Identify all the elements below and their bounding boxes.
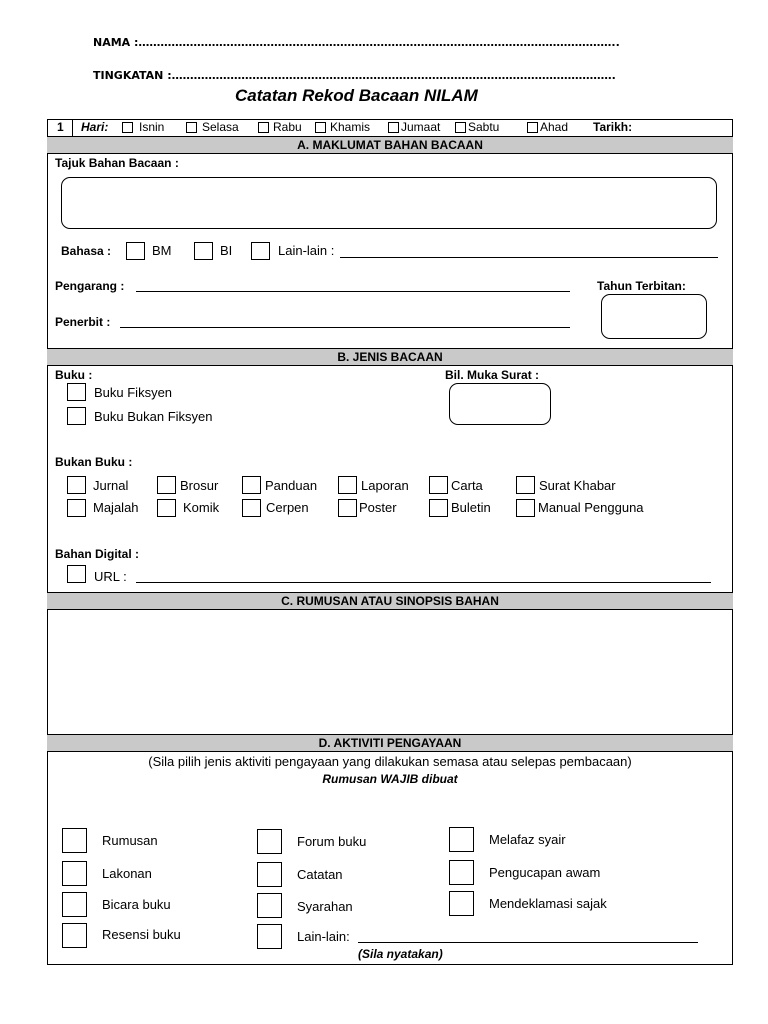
jurnal-label: Jurnal: [93, 478, 129, 493]
bahasa-lain-input[interactable]: [340, 257, 718, 258]
poster-label: Poster: [359, 500, 397, 515]
checkbox-forum-buku[interactable]: [257, 829, 282, 854]
checkbox-laporan[interactable]: [338, 476, 357, 494]
checkbox-buku-fiksyen[interactable]: [67, 383, 86, 401]
buku-bukan-fiksyen-label: Buku Bukan Fiksyen: [94, 409, 213, 424]
panduan-label: Panduan: [265, 478, 318, 493]
laporan-label: Laporan: [361, 478, 409, 493]
bahasa-lain-label: Lain-lain :: [278, 243, 335, 258]
buletin-label: Buletin: [451, 500, 491, 515]
tarikh-label: Tarikh:: [593, 120, 633, 134]
day-label-jumaat: Jumaat: [401, 120, 441, 134]
checkbox-syarahan[interactable]: [257, 893, 282, 918]
record-number: 1: [57, 120, 64, 134]
url-label: URL :: [94, 569, 127, 584]
form-title: Catatan Rekod Bacaan NILAM: [235, 86, 478, 105]
checkbox-pengucapan-awam[interactable]: [449, 860, 474, 885]
melafaz-syair-label: Melafaz syair: [489, 832, 566, 847]
checkbox-melafaz-syair[interactable]: [449, 827, 474, 852]
checkbox-panduan[interactable]: [242, 476, 261, 494]
rumusan-label: Rumusan: [102, 833, 158, 848]
carta-label: Carta: [451, 478, 483, 493]
day-row: [47, 119, 733, 136]
pengarang-label: Pengarang :: [55, 279, 125, 293]
checkbox-bm[interactable]: [126, 242, 145, 260]
day-label-selasa: Selasa: [202, 120, 239, 134]
checkbox-catatan[interactable]: [257, 862, 282, 887]
manual-pengguna-label: Manual Pengguna: [538, 500, 644, 515]
penerbit-input[interactable]: [120, 327, 570, 328]
muka-surat-input[interactable]: [449, 383, 551, 425]
section-d-header: D. AKTIVITI PENGAYAAN: [47, 734, 733, 752]
row-divider: [72, 119, 73, 136]
checkbox-majalah[interactable]: [67, 499, 86, 517]
bahan-digital-label: Bahan Digital :: [55, 547, 140, 561]
komik-label: Komik: [183, 500, 220, 515]
rumusan-wajib-note: Rumusan WAJIB dibuat: [322, 772, 458, 786]
checkbox-lain-lain[interactable]: [251, 242, 270, 260]
pengarang-input[interactable]: [136, 291, 570, 292]
tahun-label: Tahun Terbitan:: [597, 279, 686, 293]
checkbox-khamis[interactable]: [315, 122, 326, 133]
checkbox-resensi-buku[interactable]: [62, 923, 87, 948]
checkbox-sabtu[interactable]: [455, 122, 466, 133]
section-b-header: B. JENIS BACAAN: [47, 348, 733, 366]
resensi-buku-label: Resensi buku: [102, 927, 181, 942]
day-label-isnin: Isnin: [139, 120, 165, 134]
day-label-khamis: Khamis: [330, 120, 371, 134]
checkbox-poster[interactable]: [338, 499, 357, 517]
tajuk-label: Tajuk Bahan Bacaan :: [55, 156, 179, 170]
checkbox-buletin[interactable]: [429, 499, 448, 517]
forum-buku-label: Forum buku: [297, 834, 367, 849]
checkbox-buku-bukan-fiksyen[interactable]: [67, 407, 86, 425]
buku-label: Buku :: [55, 368, 93, 382]
checkbox-bicara-buku[interactable]: [62, 892, 87, 917]
checkbox-selasa[interactable]: [186, 122, 197, 133]
nama-field[interactable]: NAMA :…………………………………………………………………………………………………………………..: [93, 36, 620, 49]
bahasa-bm-label: BM: [152, 243, 172, 258]
bahasa-bi-label: BI: [220, 243, 233, 258]
pengucapan-awam-label: Pengucapan awam: [489, 865, 601, 880]
checkbox-lakonan[interactable]: [62, 861, 87, 886]
sila-nyatakan-note: (Sila nyatakan): [358, 947, 443, 961]
surat-khabar-label: Surat Khabar: [539, 478, 616, 493]
catatan-label: Catatan: [297, 867, 343, 882]
checkbox-isnin[interactable]: [122, 122, 133, 133]
checkbox-jumaat[interactable]: [388, 122, 399, 133]
day-label-ahad: Ahad: [540, 120, 569, 134]
day-label-rabu: Rabu: [273, 120, 302, 134]
checkbox-komik[interactable]: [157, 499, 176, 517]
syarahan-label: Syarahan: [297, 899, 353, 914]
section-c-header: C. RUMUSAN ATAU SINOPSIS BAHAN: [47, 592, 733, 610]
bahasa-label: Bahasa :: [61, 244, 112, 258]
buku-fiksyen-label: Buku Fiksyen: [94, 385, 173, 400]
section-a-header: A. MAKLUMAT BAHAN BACAAN: [47, 136, 733, 154]
lain-lain-aktiviti-label: Lain-lain:: [297, 929, 350, 944]
lakonan-label: Lakonan: [102, 866, 152, 881]
bukan-buku-label: Bukan Buku :: [55, 455, 133, 469]
hari-label: Hari:: [81, 120, 109, 134]
bicara-buku-label: Bicara buku: [102, 897, 171, 912]
brosur-label: Brosur: [180, 478, 219, 493]
checkbox-manual-pengguna[interactable]: [516, 499, 535, 517]
checkbox-carta[interactable]: [429, 476, 448, 494]
checkbox-surat-khabar[interactable]: [516, 476, 535, 494]
checkbox-bi[interactable]: [194, 242, 213, 260]
penerbit-label: Penerbit :: [55, 315, 111, 329]
cerpen-label: Cerpen: [266, 500, 309, 515]
day-label-sabtu: Sabtu: [468, 120, 500, 134]
lain-lain-aktiviti-input[interactable]: [358, 942, 698, 943]
checkbox-brosur[interactable]: [157, 476, 176, 494]
checkbox-jurnal[interactable]: [67, 476, 86, 494]
checkbox-rumusan[interactable]: [62, 828, 87, 853]
muka-surat-label: Bil. Muka Surat :: [445, 368, 540, 382]
checkbox-cerpen[interactable]: [242, 499, 261, 517]
checkbox-ahad[interactable]: [527, 122, 538, 133]
tahun-input[interactable]: [601, 294, 707, 339]
checkbox-url[interactable]: [67, 565, 86, 583]
majalah-label: Majalah: [93, 500, 139, 515]
checkbox-rabu[interactable]: [258, 122, 269, 133]
tingkatan-field[interactable]: TINGKATAN :………………………………………………………………………………………………………….: [93, 69, 616, 82]
checkbox-mendeklamasi-sajak[interactable]: [449, 891, 474, 916]
sinopsis-input-area[interactable]: [48, 611, 732, 734]
url-input[interactable]: [136, 582, 711, 583]
tajuk-input[interactable]: [61, 177, 717, 229]
mendeklamasi-sajak-label: Mendeklamasi sajak: [489, 896, 607, 911]
checkbox-lain-lain-aktiviti[interactable]: [257, 924, 282, 949]
aktiviti-instruction: (Sila pilih jenis aktiviti pengayaan yang dilakukan semasa atau selepas pembacaan): [148, 754, 632, 769]
